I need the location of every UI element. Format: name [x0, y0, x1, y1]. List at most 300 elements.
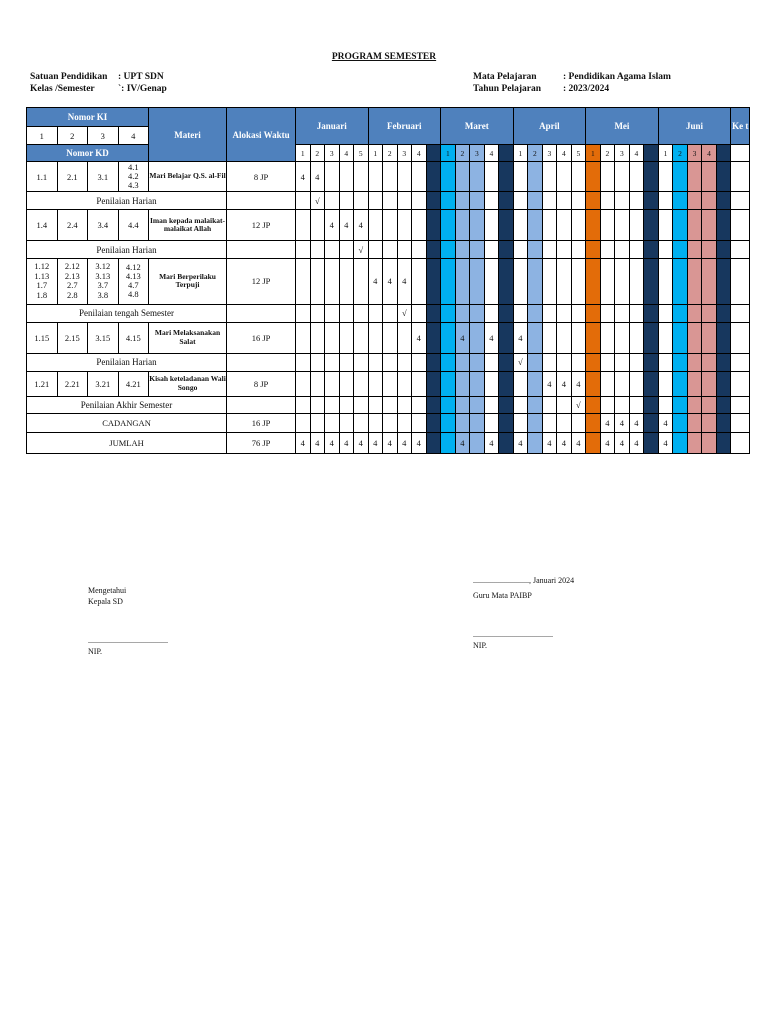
week-cell: [600, 396, 615, 414]
week-cell: [687, 371, 702, 396]
week-cell: [455, 209, 470, 240]
week-cell: [296, 304, 311, 322]
week-cell: [325, 304, 340, 322]
sign-date: ............................, Januari 2024: [473, 576, 575, 585]
week-number: 1: [586, 145, 601, 162]
ket-cell: [731, 241, 750, 259]
week-cell: [441, 192, 456, 210]
kd-cell: 2.15: [57, 322, 88, 353]
week-cell: [441, 258, 456, 304]
week-cell: [325, 192, 340, 210]
week-cell: [629, 322, 644, 353]
week-cell: [426, 433, 441, 454]
week-cell: [629, 162, 644, 192]
week-cell: [426, 162, 441, 192]
week-cell: [673, 322, 688, 353]
week-cell: [339, 162, 354, 192]
week-cell: [600, 162, 615, 192]
week-cell: [687, 162, 702, 192]
table-row: [27, 414, 750, 433]
week-cell: 4: [542, 433, 557, 454]
week-number: 1: [441, 145, 456, 162]
week-cell: [586, 241, 601, 259]
week-cell: [426, 304, 441, 322]
info-value: `: IV/Genap: [118, 83, 167, 94]
week-cell: 4: [629, 433, 644, 454]
kd-cell: 1.12 1.13 1.7 1.8: [27, 258, 58, 304]
table-row: [27, 192, 750, 210]
week-cell: [673, 353, 688, 371]
week-cell: [470, 396, 485, 414]
week-cell: [658, 192, 673, 210]
week-cell: 4: [615, 433, 630, 454]
kd-cell: 2.21: [57, 371, 88, 396]
week-cell: [441, 396, 456, 414]
week-cell: [397, 353, 412, 371]
week-cell: [586, 414, 601, 433]
alokasi-cell: [227, 304, 296, 322]
assessment-label: Penilaian Harian: [27, 353, 227, 371]
week-number: 1: [658, 145, 673, 162]
week-cell: [528, 414, 543, 433]
week-cell: [296, 241, 311, 259]
week-cell: [542, 241, 557, 259]
week-cell: 4: [542, 371, 557, 396]
week-cell: [296, 396, 311, 414]
week-cell: [673, 414, 688, 433]
week-cell: [455, 414, 470, 433]
week-cell: [339, 192, 354, 210]
kd-cell: 4.12 4.13 4.7 4.8: [118, 258, 149, 304]
alokasi-cell: 12 JP: [227, 209, 296, 240]
week-cell: [542, 162, 557, 192]
week-cell: [296, 258, 311, 304]
week-cell: [528, 162, 543, 192]
week-cell: 4: [484, 433, 499, 454]
signature-line: ........................................: [88, 636, 168, 645]
week-cell: [542, 353, 557, 371]
week-cell: [499, 241, 514, 259]
week-cell: [441, 322, 456, 353]
week-cell: [325, 371, 340, 396]
week-cell: 4: [412, 433, 427, 454]
week-cell: [441, 433, 456, 454]
week-cell: [644, 192, 659, 210]
week-cell: √: [310, 192, 325, 210]
week-cell: [426, 353, 441, 371]
week-cell: [296, 209, 311, 240]
week-number: 3: [397, 145, 412, 162]
week-cell: [383, 353, 398, 371]
week-cell: [644, 322, 659, 353]
sign-role: Guru Mata PAIBP: [473, 591, 532, 600]
week-cell: 4: [629, 414, 644, 433]
ket-cell: [731, 304, 750, 322]
week-cell: [455, 162, 470, 192]
week-cell: [368, 162, 383, 192]
ket-cell: [731, 209, 750, 240]
week-cell: [354, 396, 369, 414]
week-cell: [629, 192, 644, 210]
week-cell: [441, 414, 456, 433]
week-cell: [586, 433, 601, 454]
week-cell: [484, 353, 499, 371]
subject-info: [473, 72, 671, 95]
week-cell: 4: [412, 322, 427, 353]
alokasi-cell: 16 JP: [227, 414, 296, 433]
week-cell: [484, 371, 499, 396]
info-label: Mata Pelajaran: [473, 72, 537, 82]
kd-cell: 4.4: [118, 209, 149, 240]
week-cell: [339, 414, 354, 433]
week-cell: [339, 322, 354, 353]
week-cell: [499, 209, 514, 240]
week-cell: [383, 396, 398, 414]
week-cell: [586, 371, 601, 396]
week-cell: [687, 414, 702, 433]
week-cell: [716, 241, 731, 259]
week-cell: [412, 241, 427, 259]
week-cell: 4: [368, 433, 383, 454]
week-cell: [542, 396, 557, 414]
week-cell: [412, 371, 427, 396]
week-cell: [354, 258, 369, 304]
week-cell: [354, 162, 369, 192]
week-cell: [629, 258, 644, 304]
week-cell: [296, 353, 311, 371]
table-row: [27, 322, 750, 353]
total-label: JUMLAH: [27, 433, 227, 454]
info-value: : Pendidikan Agama Islam: [563, 72, 671, 82]
week-cell: [484, 396, 499, 414]
week-cell: [470, 258, 485, 304]
week-cell: [557, 353, 572, 371]
week-cell: [557, 396, 572, 414]
week-cell: [455, 192, 470, 210]
week-cell: [571, 192, 586, 210]
week-cell: [644, 371, 659, 396]
week-cell: [310, 353, 325, 371]
week-cell: [687, 192, 702, 210]
kd-cell: 2.4: [57, 209, 88, 240]
alokasi-cell: 76 JP: [227, 433, 296, 454]
month-header: Mei: [586, 108, 659, 145]
week-cell: [528, 258, 543, 304]
week-number: 2: [673, 145, 688, 162]
week-cell: [484, 209, 499, 240]
week-cell: [702, 192, 717, 210]
headmaster-signature-block: [88, 585, 168, 657]
total-label: CADANGAN: [27, 414, 227, 433]
week-cell: [499, 371, 514, 396]
week-cell: [586, 192, 601, 210]
info-label: Satuan Pendidikan: [30, 72, 108, 82]
ket-cell: [731, 192, 750, 210]
week-cell: [310, 209, 325, 240]
week-cell: [484, 162, 499, 192]
week-cell: [687, 258, 702, 304]
week-cell: [528, 371, 543, 396]
week-cell: [426, 258, 441, 304]
week-cell: [557, 304, 572, 322]
week-cell: [557, 322, 572, 353]
week-cell: [644, 258, 659, 304]
week-cell: 4: [368, 258, 383, 304]
week-cell: [470, 192, 485, 210]
ki-cell: 4: [118, 127, 149, 145]
week-cell: [673, 396, 688, 414]
week-cell: [513, 209, 528, 240]
week-cell: [615, 192, 630, 210]
week-cell: [557, 414, 572, 433]
week-cell: [600, 304, 615, 322]
table-row: [27, 209, 750, 240]
week-cell: [557, 241, 572, 259]
ket-cell: [731, 162, 750, 192]
week-cell: [658, 162, 673, 192]
week-cell: [600, 241, 615, 259]
week-cell: [441, 241, 456, 259]
ket-cell: [731, 414, 750, 433]
week-cell: [629, 304, 644, 322]
week-number: 2: [455, 145, 470, 162]
week-cell: [513, 192, 528, 210]
week-cell: [615, 371, 630, 396]
week-cell: [397, 192, 412, 210]
week-number: 3: [542, 145, 557, 162]
week-cell: [455, 371, 470, 396]
week-cell: [368, 414, 383, 433]
info-value: : UPT SDN: [118, 72, 164, 82]
kd-cell: 1.1: [27, 162, 58, 192]
week-cell: [673, 241, 688, 259]
week-cell: 4: [513, 433, 528, 454]
week-cell: [586, 396, 601, 414]
week-cell: [426, 209, 441, 240]
week-cell: [310, 241, 325, 259]
nip-label: NIP.: [473, 641, 488, 650]
week-cell: [629, 353, 644, 371]
kd-cell: 3.4: [88, 209, 119, 240]
week-cell: [354, 414, 369, 433]
week-cell: [716, 322, 731, 353]
teacher-signature-block: [473, 575, 574, 651]
ket-cell: [731, 396, 750, 414]
week-cell: [673, 192, 688, 210]
week-cell: [528, 241, 543, 259]
materi-cell: Mari Berperilaku Terpuji: [149, 258, 227, 304]
table-row: [27, 162, 750, 192]
week-cell: 4: [383, 433, 398, 454]
month-header: Maret: [441, 108, 514, 145]
week-cell: [339, 258, 354, 304]
week-cell: [325, 353, 340, 371]
week-cell: 4: [339, 433, 354, 454]
week-cell: [339, 396, 354, 414]
week-cell: [687, 433, 702, 454]
week-cell: [557, 209, 572, 240]
week-cell: [484, 414, 499, 433]
week-cell: [571, 209, 586, 240]
week-cell: [528, 353, 543, 371]
week-cell: [339, 371, 354, 396]
week-cell: [542, 322, 557, 353]
school-info: [30, 72, 167, 95]
ket-cell: [731, 258, 750, 304]
kd-cell: 4.21: [118, 371, 149, 396]
week-cell: [644, 433, 659, 454]
week-cell: [325, 414, 340, 433]
week-cell: [702, 396, 717, 414]
week-cell: [397, 241, 412, 259]
signature-line: ........................................: [473, 630, 553, 639]
week-cell: [426, 396, 441, 414]
week-cell: [383, 371, 398, 396]
week-cell: [513, 241, 528, 259]
week-cell: [687, 353, 702, 371]
week-cell: [470, 353, 485, 371]
week-cell: [600, 209, 615, 240]
week-cell: [513, 258, 528, 304]
week-cell: 4: [658, 414, 673, 433]
week-cell: [644, 304, 659, 322]
week-cell: [470, 433, 485, 454]
week-cell: 4: [557, 371, 572, 396]
week-cell: [557, 162, 572, 192]
week-cell: [615, 353, 630, 371]
week-cell: 4: [571, 371, 586, 396]
week-cell: [354, 192, 369, 210]
week-cell: [571, 414, 586, 433]
week-cell: [470, 304, 485, 322]
table-row: [27, 258, 750, 304]
week-cell: [412, 414, 427, 433]
week-cell: [702, 322, 717, 353]
week-number: 2: [310, 145, 325, 162]
week-cell: [513, 304, 528, 322]
week-cell: [586, 304, 601, 322]
week-cell: [687, 304, 702, 322]
alokasi-cell: [227, 353, 296, 371]
week-cell: [629, 209, 644, 240]
week-number: 4: [412, 145, 427, 162]
ki-cell: 1: [27, 127, 58, 145]
week-cell: [615, 241, 630, 259]
assessment-label: Penilaian tengah Semester: [27, 304, 227, 322]
week-cell: 4: [325, 209, 340, 240]
nip-label: NIP.: [88, 647, 103, 656]
week-cell: 4: [383, 258, 398, 304]
semester-program-table: [26, 107, 750, 454]
week-cell: [455, 396, 470, 414]
week-cell: [441, 304, 456, 322]
week-cell: [557, 258, 572, 304]
week-cell: [470, 322, 485, 353]
week-cell: 4: [484, 322, 499, 353]
week-cell: 4: [310, 433, 325, 454]
week-cell: [339, 353, 354, 371]
kd-cell: 3.12 3.13 3.7 3.8: [88, 258, 119, 304]
week-cell: [484, 241, 499, 259]
kd-cell: 3.1: [88, 162, 119, 192]
week-cell: [383, 414, 398, 433]
table-row: [27, 304, 750, 322]
week-cell: [296, 371, 311, 396]
week-cell: [600, 371, 615, 396]
week-cell: [542, 192, 557, 210]
month-header: April: [513, 108, 586, 145]
week-number: 2: [383, 145, 398, 162]
week-cell: [716, 414, 731, 433]
alokasi-cell: 8 JP: [227, 162, 296, 192]
alokasi-cell: [227, 241, 296, 259]
week-cell: [615, 209, 630, 240]
week-number: 2: [600, 145, 615, 162]
week-cell: [354, 353, 369, 371]
week-cell: [658, 322, 673, 353]
week-cell: [673, 304, 688, 322]
week-cell: [296, 192, 311, 210]
materi-cell: Iman kepada malaikat-malaikat Allah: [149, 209, 227, 240]
assessment-label: Penilaian Harian: [27, 241, 227, 259]
alokasi-header: Alokasi Waktu: [227, 108, 296, 162]
week-cell: [499, 396, 514, 414]
week-cell: [673, 162, 688, 192]
week-cell: [325, 258, 340, 304]
week-cell: [687, 209, 702, 240]
week-cell: [571, 258, 586, 304]
info-value: : 2023/2024: [563, 83, 610, 94]
week-cell: [310, 414, 325, 433]
week-cell: [470, 209, 485, 240]
week-number: 4: [339, 145, 354, 162]
week-cell: [513, 162, 528, 192]
week-cell: [499, 322, 514, 353]
week-number: 1: [368, 145, 383, 162]
materi-cell: Mari Belajar Q.S. al-Fil: [149, 162, 227, 192]
week-cell: [528, 209, 543, 240]
table-row: [27, 353, 750, 371]
week-cell: [470, 371, 485, 396]
week-cell: [644, 241, 659, 259]
week-cell: [615, 162, 630, 192]
week-cell: [513, 414, 528, 433]
week-cell: [528, 192, 543, 210]
week-cell: [296, 414, 311, 433]
week-cell: [644, 209, 659, 240]
week-cell: [702, 209, 717, 240]
week-number: 5: [354, 145, 369, 162]
week-cell: [528, 433, 543, 454]
week-cell: [702, 414, 717, 433]
week-number: 3: [615, 145, 630, 162]
sign-role: Kepala SD: [88, 597, 123, 606]
week-cell: [455, 304, 470, 322]
week-cell: [702, 371, 717, 396]
ket-cell: [731, 353, 750, 371]
week-number: 3: [325, 145, 340, 162]
week-cell: √: [354, 241, 369, 259]
week-cell: [629, 371, 644, 396]
week-number: 4: [557, 145, 572, 162]
week-number: 2: [528, 145, 543, 162]
week-cell: [354, 322, 369, 353]
week-cell: [325, 396, 340, 414]
week-cell: [499, 353, 514, 371]
kd-cell: 1.4: [27, 209, 58, 240]
materi-cell: Mari Melaksanakan Salat: [149, 322, 227, 353]
week-cell: [615, 304, 630, 322]
